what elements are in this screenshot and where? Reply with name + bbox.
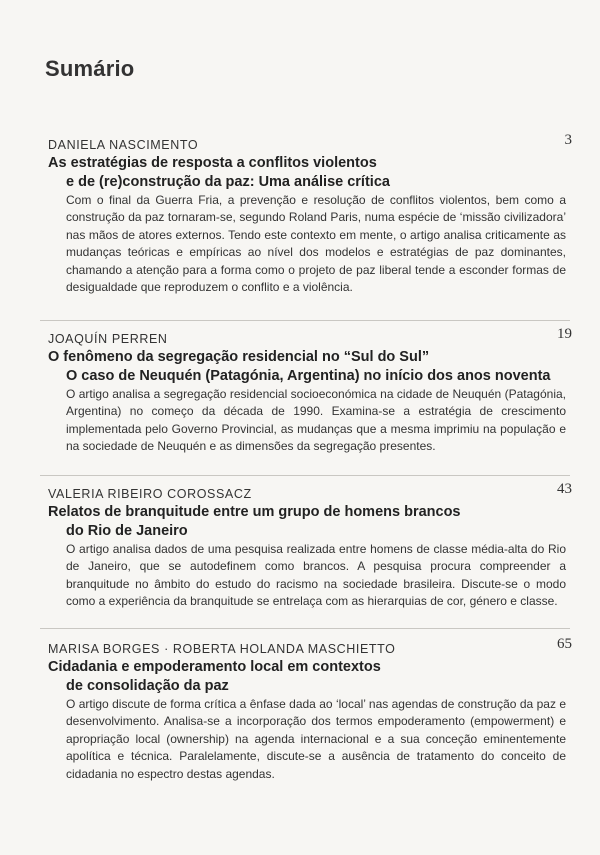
toc-entry [48,481,572,611]
entry-page-number: 43 [557,481,572,497]
entry-title-continued: e de (re)construção da paz: Uma análise crítica [66,174,390,190]
entry-abstract: O artigo analisa a segregação residencial socioeconómica na cidade de Neuquén (Patagónia, Argentina) no começo da década de 1990. Examina-se a estratégia de crescimento implementada pelo Governo Provincial, as mudanças que a mesma imprimiu na população e na sociedade de Neuquén e as dimensões da segregação presentes. [66,387,566,454]
toc-entry [48,132,572,296]
entry-abstract: O artigo discute de forma crítica a ênfase dada ao ‘local’ nas agendas de construção da paz e desenvolvimento. Analisa-se a incorporação dos termos empoderamento (empowerment) e apropriação local (ownership) na agenda internacional e a sua conceção eminentemente apolítica e técnica. Paralelamente, discute-se a ausência de tratamento do conceito de cidadania no espectro destas agendas. [66,697,566,781]
toc-entry [48,636,572,783]
entry-author: MARISA BORGES · ROBERTA HOLANDA MASCHIETTO [48,642,396,656]
entry-author: DANIELA NASCIMENTO [48,138,199,152]
entry-page-number: 65 [557,636,572,652]
entry-title: Cidadania e empoderamento local em contextos [48,659,381,675]
entry-author: JOAQUÍN PERREN [48,332,168,346]
entry-page-number: 3 [564,132,572,148]
divider [40,475,570,476]
entry-author: VALERIA RIBEIRO COROSSACZ [48,487,252,501]
entry-abstract: O artigo analisa dados de uma pesquisa realizada entre homens de classe média-alta do Rio de Janeiro, que se autodefinem como brancos. A pesquisa procura compreender a branquitude no âmbito do estudo do racismo na sociedade brasileira. Discute-se o modo como a experiência da branquitude se entrelaça com as hierarquias de cor, género e classe. [66,542,566,609]
entry-page-number: 19 [557,326,572,342]
entry-title-continued: do Rio de Janeiro [66,523,188,539]
entry-title-continued: de consolidação da paz [66,678,229,694]
entry-abstract: Com o final da Guerra Fria, a prevenção e resolução de conflitos violentos, bem como a construção da paz tornaram-se, segundo Roland Paris, numa espécie de ‘missão civilizadora’ nas mãos de atores externos. Tendo este contexto em mente, o artigo analisa criticamente as mudanças teóricas e empíricas ao nível dos modelos e estratégias de paz dominantes, chamando a atenção para a forma como o projeto de paz liberal tende a esconder formas de desigualdade que reproduzem o conflito e a violência. [66,193,566,295]
divider [40,320,570,321]
entry-title-continued: O caso de Neuquén (Patagónia, Argentina) no início dos anos noventa [66,368,551,384]
toc-entry [48,326,572,456]
entry-title: Relatos de branquitude entre um grupo de homens brancos [48,504,461,520]
entry-title: As estratégias de resposta a conflitos violentos [48,155,377,171]
page-title: Sumário [45,56,135,81]
divider [40,628,570,629]
entry-title: O fenômeno da segregação residencial no “Sul do Sul” [48,349,430,365]
